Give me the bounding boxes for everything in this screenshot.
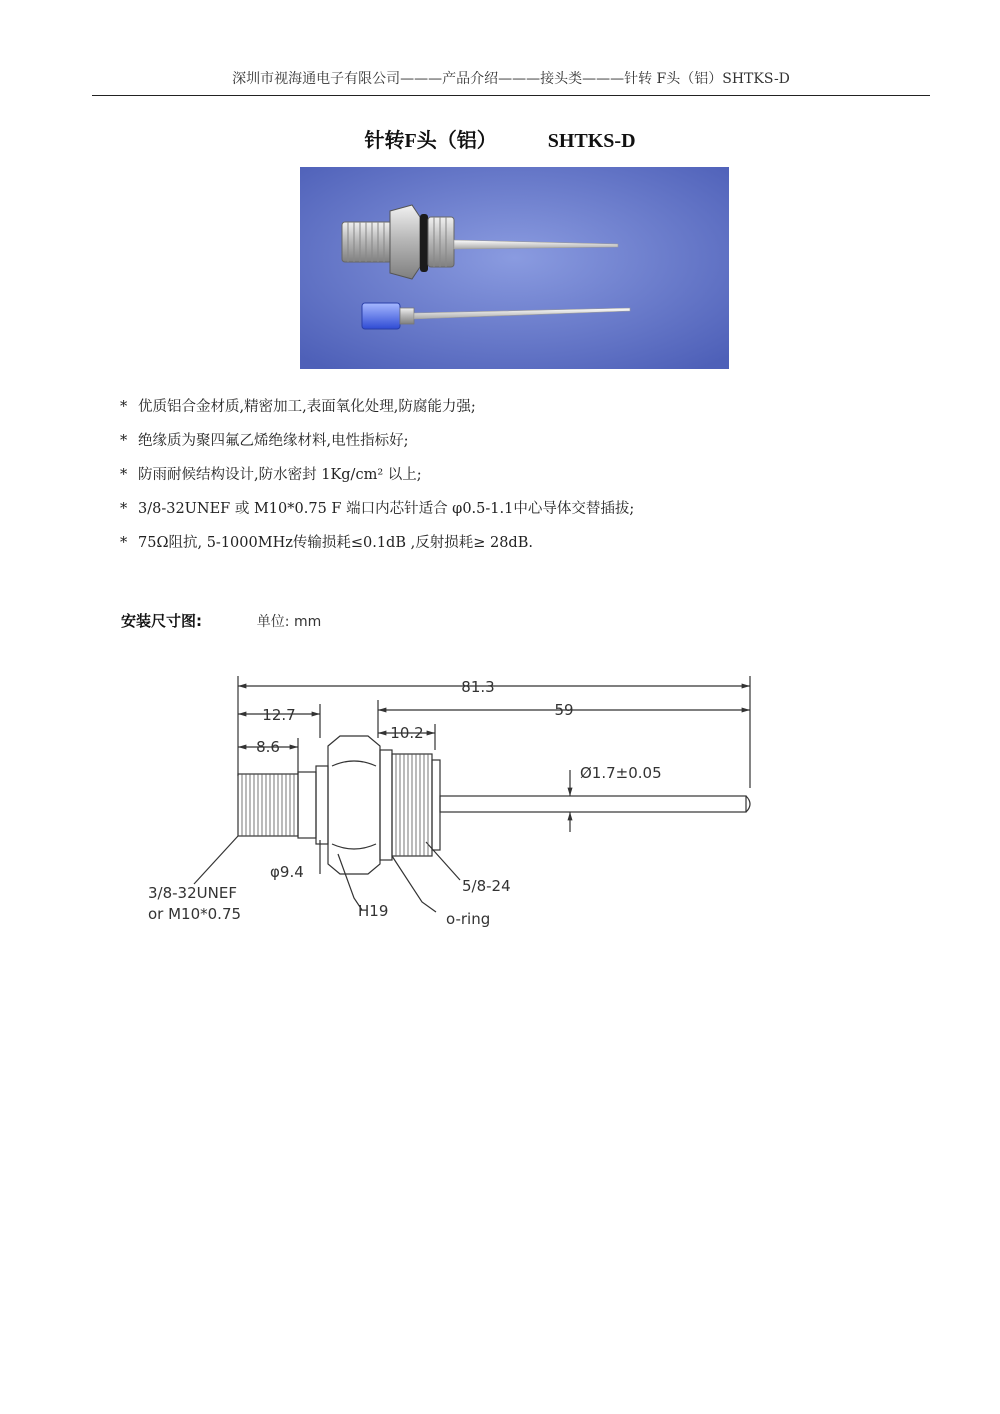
product-photo xyxy=(300,167,729,369)
dim-thread-front: 8.6 xyxy=(256,738,280,756)
bullet-marker: * xyxy=(120,467,128,483)
page-title xyxy=(0,124,1000,153)
bullet-marker: * xyxy=(120,501,128,517)
dim-pin: 59 xyxy=(554,701,574,719)
feature-text: 3/8-32UNEF 或 M10*0.75 F 端口内芯针适合 φ0.5-1.1中心导体交替插拔; xyxy=(138,501,635,517)
bullet-marker: * xyxy=(120,399,128,415)
dim-pin-diameter: Ø1.7±0.05 xyxy=(580,764,662,782)
dim-overall: 81.3 xyxy=(461,678,495,696)
label-thread-front-1: 3/8-32UNEF xyxy=(148,884,237,902)
feature-list xyxy=(120,396,920,566)
feature-item xyxy=(120,396,920,430)
dim-thread-back: 10.2 xyxy=(390,724,424,742)
bullet-marker: * xyxy=(120,535,128,551)
product-name: 针转F头（铝） xyxy=(364,130,497,152)
header-rule xyxy=(92,95,930,96)
feature-text: 75Ω阻抗, 5-1000MHz传输损耗≤0.1dB ,反射损耗≥ 28dB. xyxy=(138,535,533,551)
dim-shoulder-diameter: φ9.4 xyxy=(270,863,304,881)
feature-item xyxy=(120,532,920,566)
product-model: SHTKS-D xyxy=(547,130,636,152)
feature-item xyxy=(120,498,920,532)
feature-item xyxy=(120,464,920,498)
feature-text: 优质铝合金材质,精密加工,表面氧化处理,防腐能力强; xyxy=(138,399,476,415)
install-section-heading xyxy=(121,610,321,631)
dim-front: 12.7 xyxy=(262,706,296,724)
install-unit: 单位: mm xyxy=(256,614,322,630)
label-thread-front-2: or M10*0.75 xyxy=(148,905,242,923)
feature-item xyxy=(120,430,920,464)
bullet-marker: * xyxy=(120,433,128,449)
feature-text: 防雨耐候结构设计,防水密封 1Kg/cm² 以上; xyxy=(138,467,422,483)
label-thread-back: 5/8-24 xyxy=(462,877,511,895)
label-hex: H19 xyxy=(358,902,389,920)
label-oring: o-ring xyxy=(446,910,491,928)
install-title: 安装尺寸图: xyxy=(121,612,202,630)
page-header: 深圳市视海通电子有限公司———产品介绍———接头类———针转 F头（铝）SHTKS-D xyxy=(232,71,790,87)
feature-text: 绝缘质为聚四氟乙烯绝缘材料,电性指标好; xyxy=(138,433,409,449)
dimension-drawing xyxy=(130,660,770,950)
